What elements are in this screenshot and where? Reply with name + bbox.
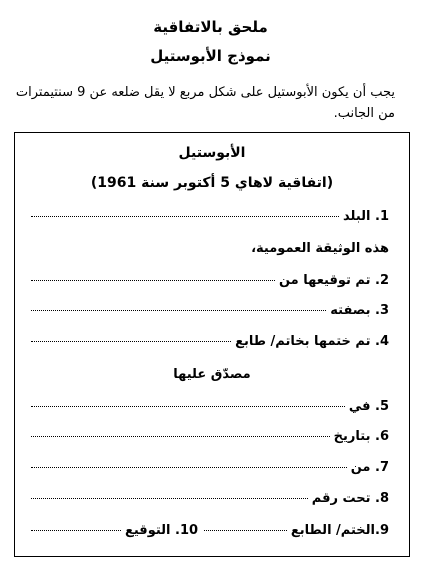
- field-country: [31, 209, 389, 224]
- field-signature-line[interactable]: [31, 529, 121, 531]
- field-signed-by: [31, 273, 389, 288]
- field-at-line[interactable]: [31, 405, 345, 407]
- field-number-line[interactable]: [31, 497, 308, 499]
- field-number: [31, 491, 389, 506]
- field-number-label: 8. تحت رقم: [311, 491, 389, 506]
- field-at-label: 5. في: [348, 399, 389, 414]
- field-country-label: 1. البلد: [343, 209, 389, 224]
- field-country-line[interactable]: [31, 215, 339, 217]
- field-seal: [31, 334, 389, 349]
- apostille-box: [14, 132, 410, 557]
- field-capacity: [31, 303, 389, 318]
- field-date-line[interactable]: [31, 435, 330, 437]
- annex-title: ملحق بالاتفاقية: [153, 18, 268, 36]
- field-seal-label: 4. تم ختمها بخاتم/ طابع: [235, 334, 389, 349]
- field-by-line[interactable]: [31, 466, 347, 468]
- field-capacity-line[interactable]: [31, 309, 326, 311]
- field-seal-signature: [31, 523, 389, 538]
- field-stamp-label: 9.الختم/ الطابع: [290, 523, 389, 538]
- field-date-label: 6. بتاريخ: [333, 429, 389, 444]
- document-heading: هذه الوثيقة العمومية،: [251, 241, 389, 256]
- field-by: [31, 460, 389, 475]
- field-signed-by-line[interactable]: [31, 279, 275, 281]
- field-capacity-label: 3. بصفته: [330, 303, 389, 318]
- certified-heading: مصدّق عليها: [173, 367, 251, 382]
- apostille-subtitle: (اتفاقية لاهاي 5 أكتوبر سنة 1961): [90, 175, 334, 191]
- field-stamp-line[interactable]: [204, 529, 287, 531]
- field-at: [31, 399, 389, 414]
- intro-text: يجب أن يكون الأبوستيل على شكل مربع لا يقل ضلعه عن 9 سنتيمترات من الجانب.: [15, 85, 395, 121]
- field-signature-label: 10. التوقيع: [125, 523, 199, 538]
- field-seal-line[interactable]: [31, 340, 231, 342]
- model-title: نموذج الأبوستيل: [150, 47, 271, 65]
- apostille-title: الأبوستيل: [178, 145, 246, 161]
- field-by-label: 7. من: [350, 460, 389, 475]
- field-signed-by-label: 2. تم توقيعها من: [278, 273, 389, 288]
- field-date: [31, 429, 389, 444]
